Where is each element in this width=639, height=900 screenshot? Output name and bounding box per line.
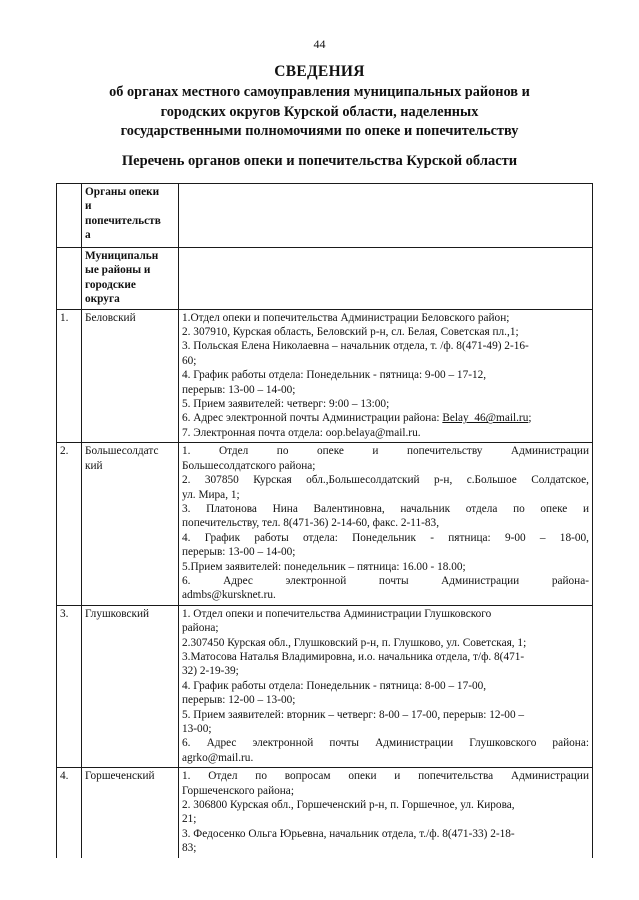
details-line <box>182 827 589 841</box>
details-line <box>182 560 589 574</box>
details-line <box>182 383 589 397</box>
details-text: 60; <box>182 354 197 367</box>
details-text: перерыв: 13-00 – 14-00; <box>182 546 296 559</box>
subtitle-line: государственными полномочиями по опеке и попечительству <box>120 123 519 139</box>
details-line <box>182 426 589 440</box>
details-text: 4. График работы отдела: Понедельник - пятница: 8-00 – 17-00, <box>182 679 487 692</box>
subtitle-line: об органах местного самоуправления муниципальных районов и <box>109 84 530 100</box>
district-name <box>82 768 179 858</box>
header-text: городские <box>85 278 136 291</box>
details-text: 1. Отдел опеки и попечительства Администрации Глушковского <box>182 607 492 620</box>
subtitle-line: городских округов Курской области, наделенных <box>160 103 479 120</box>
details-line <box>182 708 589 722</box>
details-line <box>182 693 589 707</box>
details-line <box>182 325 589 339</box>
table-row <box>57 309 593 443</box>
table-row <box>57 768 593 858</box>
details-text: 2. 306800 Курская обл., Горшеченский р-н, п. Горшечное, ул. Кирова, <box>182 799 515 812</box>
guardianship-table <box>56 183 593 858</box>
details-line <box>182 841 589 855</box>
document-subtitle <box>60 83 579 142</box>
details-line <box>182 444 589 458</box>
details-text: перерыв: 13-00 – 14-00; <box>182 383 296 396</box>
details-text: admbs@kursknet.ru. <box>182 589 276 602</box>
table-row <box>57 443 593 605</box>
details-text: 32) 2-19-39; <box>182 665 239 678</box>
header-text: попечительств <box>85 214 161 227</box>
details-text: 2. 307850 Курская обл.,Большесолдатский р-н, с.Большое Солдатское, <box>182 474 589 487</box>
details-line <box>182 473 589 487</box>
details-text: 5.Прием заявителей: понедельник – пятница: 16.00 - 18.00; <box>182 560 466 573</box>
organ-details <box>179 443 593 605</box>
details-text: перерыв: 12-00 – 13-00; <box>182 694 296 707</box>
header-row-districts <box>57 248 593 310</box>
details-line <box>182 545 589 559</box>
details-text: ул. Мира, 1; <box>182 488 240 501</box>
details-line <box>182 531 589 545</box>
page-number: 44 <box>313 37 326 51</box>
details-text: 7. Электронная почта отдела: oop.belaya@mail.ru. <box>182 426 421 439</box>
header-text: округа <box>85 293 120 306</box>
district-name <box>82 605 179 767</box>
details-line <box>182 751 589 765</box>
details-text: 21; <box>182 813 197 826</box>
details-line <box>182 411 589 425</box>
details-line <box>182 650 589 664</box>
district-name-line: Горшеченский <box>85 770 155 783</box>
details-line <box>182 664 589 678</box>
details-line <box>182 459 589 473</box>
header-num-cell <box>57 184 82 248</box>
row-number: 2. <box>57 443 82 605</box>
details-text: 5. Прием заявителей: четверг: 9:00 – 13:00; <box>182 398 390 411</box>
details-line <box>182 588 589 602</box>
details-text: 6. Адрес электронной почты Администрации района- <box>182 574 589 587</box>
details-text: Большесолдатского района; <box>182 459 316 472</box>
details-line <box>182 488 589 502</box>
district-name-line: кий <box>85 459 103 472</box>
details-text: ; <box>528 412 532 425</box>
header-organs-cell <box>82 184 179 248</box>
header-text: Органы опеки <box>85 186 160 198</box>
details-text: 2.307450 Курская обл., Глушковский р-н, п. Глушково, ул. Советская, 1; <box>182 636 527 649</box>
district-name-line: Беловский <box>85 311 136 324</box>
organ-details <box>179 605 593 767</box>
details-text: Горшеченского района; <box>182 784 294 797</box>
header-empty-cell <box>179 184 593 248</box>
details-line <box>182 311 589 325</box>
district-name <box>82 443 179 605</box>
details-text: 4. График работы отдела: Понедельник - пятница: 9-00 – 18-00, <box>182 531 589 544</box>
details-line <box>182 516 589 530</box>
details-text: 83; <box>182 842 197 855</box>
row-number: 4. <box>57 768 82 858</box>
details-text: 13-00; <box>182 723 212 735</box>
details-text: 4. График работы отдела: Понедельник - пятница: 9-00 – 17-12, <box>182 369 487 382</box>
row-number: 3. <box>57 605 82 767</box>
details-line <box>182 722 589 736</box>
details-line <box>182 354 589 368</box>
details-line <box>182 636 589 650</box>
details-line <box>182 339 589 353</box>
row-number: 1. <box>57 309 82 443</box>
details-line <box>182 679 589 693</box>
details-line <box>182 397 589 411</box>
table-row <box>57 605 593 767</box>
details-line <box>182 769 589 783</box>
details-text: 2. 307910, Курская область, Беловский р-н, сл. Белая, Советская пл.,1; <box>182 326 519 339</box>
details-text: 1.Отдел опеки и попечительства Администрации Беловского район; <box>182 311 510 324</box>
header-districts-cell <box>82 248 179 310</box>
header-text: Муниципальн <box>85 250 159 262</box>
header-text: и <box>85 200 92 213</box>
details-text: agrko@mail.ru. <box>182 751 254 764</box>
details-text: 6. Адрес электронной почты Администрации района: <box>182 412 443 425</box>
details-text: 1. Отдел по вопросам опеки и попечительства Администрации <box>182 770 589 783</box>
header-num-cell <box>57 248 82 310</box>
district-name-line: Глушковский <box>85 607 150 620</box>
details-text: района; <box>182 622 219 635</box>
details-text: 1. Отдел по опеке и попечительству Администрации <box>182 445 589 458</box>
details-line <box>182 368 589 382</box>
details-line <box>182 784 589 798</box>
details-text: 3. Платонова Нина Валентиновна, начальник отдела по опеке и <box>182 502 589 515</box>
organ-details <box>179 309 593 443</box>
header-text: ые районы и <box>85 264 151 277</box>
header-empty-cell <box>179 248 593 310</box>
details-text: 3.Матосова Наталья Владимировна, и.о. начальника отдела, т/ф. 8(471- <box>182 650 525 663</box>
header-text: а <box>85 229 91 242</box>
details-text: попечительству, тел. 8(471-36) 2-14-60, факс. 2-11-83, <box>182 517 440 530</box>
email-link[interactable]: Belay_46@mail.ru <box>442 412 529 425</box>
details-text: 3. Федосенко Ольга Юрьевна, начальник отдела, т./ф. 8(471-33) 2-18- <box>182 827 515 840</box>
details-text: 5. Прием заявителей: вторник – четверг: 8-00 – 17-00, перерыв: 12-00 – <box>182 708 525 721</box>
details-line <box>182 502 589 516</box>
details-line <box>182 574 589 588</box>
district-name-line: Большесолдатс <box>85 445 159 458</box>
details-line <box>182 621 589 635</box>
details-text: 6. Адрес электронной почты Администрации Глушковского района: <box>182 737 589 750</box>
details-line <box>182 812 589 826</box>
document-title: СВЕДЕНИЯ <box>274 63 365 80</box>
header-row-organs <box>57 184 593 248</box>
list-title: Перечень органов опеки и попечительства Курской области <box>121 153 518 169</box>
details-line <box>182 736 589 750</box>
details-text: 3. Польская Елена Николаевна – начальник отдела, т. /ф. 8(471-49) 2-16- <box>182 340 529 353</box>
district-name <box>82 309 179 443</box>
details-line <box>182 607 589 621</box>
details-line <box>182 798 589 812</box>
organ-details <box>179 768 593 858</box>
